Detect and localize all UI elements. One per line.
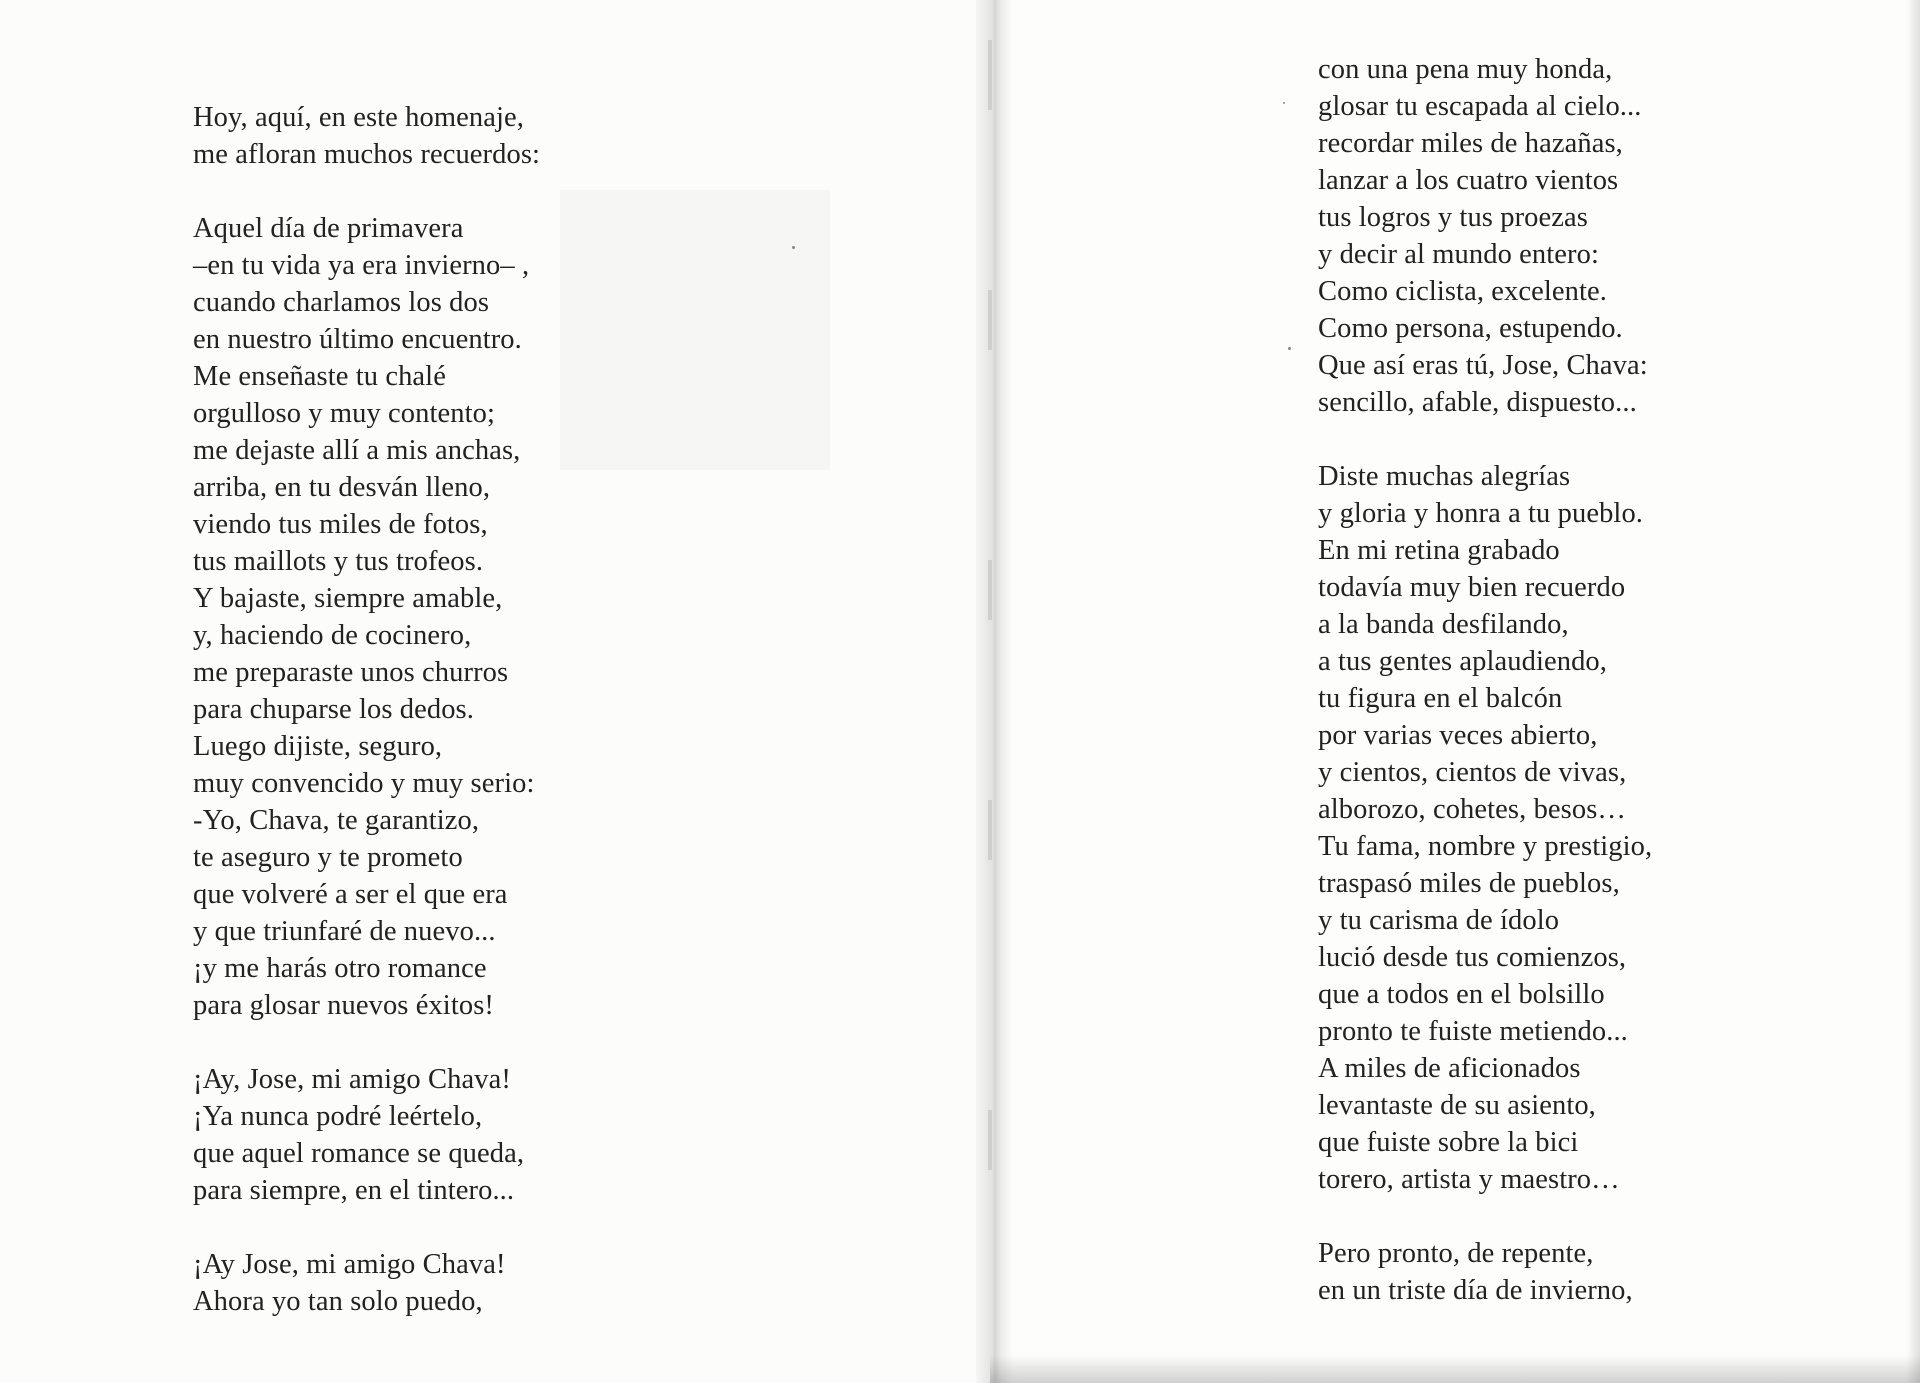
poem-line: Hoy, aquí, en este homenaje, bbox=[193, 102, 524, 133]
poem-line: y, haciendo de cocinero, bbox=[193, 620, 472, 651]
poem-line: ¡Ya nunca podré leértelo, bbox=[193, 1101, 483, 1132]
stanza-break bbox=[1318, 1198, 1652, 1235]
poem-line: viendo tus miles de fotos, bbox=[193, 509, 488, 540]
binding-thread bbox=[988, 800, 992, 860]
poem-line: glosar tu escapada al cielo... bbox=[1318, 91, 1642, 122]
poem-line: y gloria y honra a tu pueblo. bbox=[1318, 498, 1644, 529]
poem-line: Diste muchas alegrías bbox=[1318, 461, 1571, 492]
poem-line: por varias veces abierto, bbox=[1318, 720, 1598, 751]
paper-speck bbox=[792, 246, 795, 249]
poem-line: Aquel día de primavera bbox=[193, 213, 464, 244]
poem-line: Me enseñaste tu chalé bbox=[193, 361, 446, 392]
poem-line: arriba, en tu desván lleno, bbox=[193, 472, 491, 503]
poem-line: pronto te fuiste metiendo... bbox=[1318, 1016, 1628, 1047]
poem-line: Ahora yo tan solo puedo, bbox=[193, 1286, 483, 1317]
paper-speck bbox=[1288, 347, 1291, 350]
poem-line: torero, artista y maestro… bbox=[1318, 1164, 1620, 1195]
left-poem-text bbox=[193, 99, 540, 1320]
poem-line: para siempre, en el tintero... bbox=[193, 1175, 515, 1206]
poem-line: y cientos, cientos de vivas, bbox=[1318, 757, 1627, 788]
poem-line: –en tu vida ya era invierno– , bbox=[193, 250, 530, 281]
poem-line: Pero pronto, de repente, bbox=[1318, 1238, 1594, 1269]
poem-line: Que así eras tú, Jose, Chava: bbox=[1318, 350, 1648, 381]
poem-line: que fuiste sobre la bici bbox=[1318, 1127, 1579, 1158]
binding-thread bbox=[988, 40, 992, 110]
poem-line: en nuestro último encuentro. bbox=[193, 324, 522, 355]
poem-line: ¡Ay Jose, mi amigo Chava! bbox=[193, 1249, 506, 1280]
page-edge-shadow bbox=[1906, 0, 1920, 1383]
poem-line: recordar miles de hazañas, bbox=[1318, 128, 1623, 159]
binding-thread bbox=[988, 290, 992, 350]
binding-thread bbox=[988, 1110, 992, 1170]
binding-thread bbox=[988, 560, 992, 620]
poem-line: ¡Ay, Jose, mi amigo Chava! bbox=[193, 1064, 511, 1095]
poem-line: sencillo, afable, dispuesto... bbox=[1318, 387, 1637, 418]
poem-line: tus maillots y tus trofeos. bbox=[193, 546, 484, 577]
poem-line: tu figura en el balcón bbox=[1318, 683, 1563, 714]
poem-line: te aseguro y te prometo bbox=[193, 842, 463, 873]
poem-line: A miles de aficionados bbox=[1318, 1053, 1581, 1084]
poem-line: En mi retina grabado bbox=[1318, 535, 1560, 566]
poem-line: me afloran muchos recuerdos: bbox=[193, 139, 541, 170]
bleed-through-image bbox=[560, 190, 830, 470]
poem-line: -Yo, Chava, te garantizo, bbox=[193, 805, 480, 836]
poem-line: ¡y me harás otro romance bbox=[193, 953, 487, 984]
poem-line: y que triunfaré de nuevo... bbox=[193, 916, 496, 947]
poem-line: Como persona, estupendo. bbox=[1318, 313, 1623, 344]
stanza-break bbox=[193, 173, 540, 210]
poem-line: y tu carisma de ídolo bbox=[1318, 905, 1560, 936]
poem-line: que volveré a ser el que era bbox=[193, 879, 508, 910]
poem-line: tus logros y tus proezas bbox=[1318, 202, 1588, 233]
poem-line: lanzar a los cuatro vientos bbox=[1318, 165, 1619, 196]
poem-line: muy convencido y muy serio: bbox=[193, 768, 535, 799]
poem-line: lució desde tus comienzos, bbox=[1318, 942, 1627, 973]
book-gutter bbox=[976, 0, 1012, 1383]
poem-line: Tu fama, nombre y prestigio, bbox=[1318, 831, 1653, 862]
poem-line: a la banda desfilando, bbox=[1318, 609, 1569, 640]
poem-line: en un triste día de invierno, bbox=[1318, 1275, 1633, 1306]
poem-line: Luego dijiste, seguro, bbox=[193, 731, 443, 762]
poem-line: y decir al mundo entero: bbox=[1318, 239, 1599, 270]
poem-line: levantaste de su asiento, bbox=[1318, 1090, 1596, 1121]
stanza-break bbox=[193, 1024, 540, 1061]
poem-line: con una pena muy honda, bbox=[1318, 54, 1613, 85]
page-bottom-shadow bbox=[990, 1355, 1920, 1383]
poem-line: Como ciclista, excelente. bbox=[1318, 276, 1607, 307]
poem-line: cuando charlamos los dos bbox=[193, 287, 490, 318]
poem-line: todavía muy bien recuerdo bbox=[1318, 572, 1626, 603]
poem-line: que aquel romance se queda, bbox=[193, 1138, 525, 1169]
poem-line: que a todos en el bolsillo bbox=[1318, 979, 1605, 1010]
poem-line: para chuparse los dedos. bbox=[193, 694, 474, 725]
poem-line: orgulloso y muy contento; bbox=[193, 398, 496, 429]
poem-line: alborozo, cohetes, besos… bbox=[1318, 794, 1626, 825]
poem-line: a tus gentes aplaudiendo, bbox=[1318, 646, 1608, 677]
poem-line: traspasó miles de pueblos, bbox=[1318, 868, 1620, 899]
poem-line: Y bajaste, siempre amable, bbox=[193, 583, 503, 614]
poem-line: me preparaste unos churros bbox=[193, 657, 509, 688]
stanza-break bbox=[193, 1209, 540, 1246]
stanza-break bbox=[1318, 421, 1652, 458]
poem-line: me dejaste allí a mis anchas, bbox=[193, 435, 521, 466]
paper-speck bbox=[1283, 102, 1285, 104]
poem-line: para glosar nuevos éxitos! bbox=[193, 990, 494, 1021]
right-poem-text bbox=[1318, 51, 1652, 1309]
right-page bbox=[990, 0, 1920, 1383]
